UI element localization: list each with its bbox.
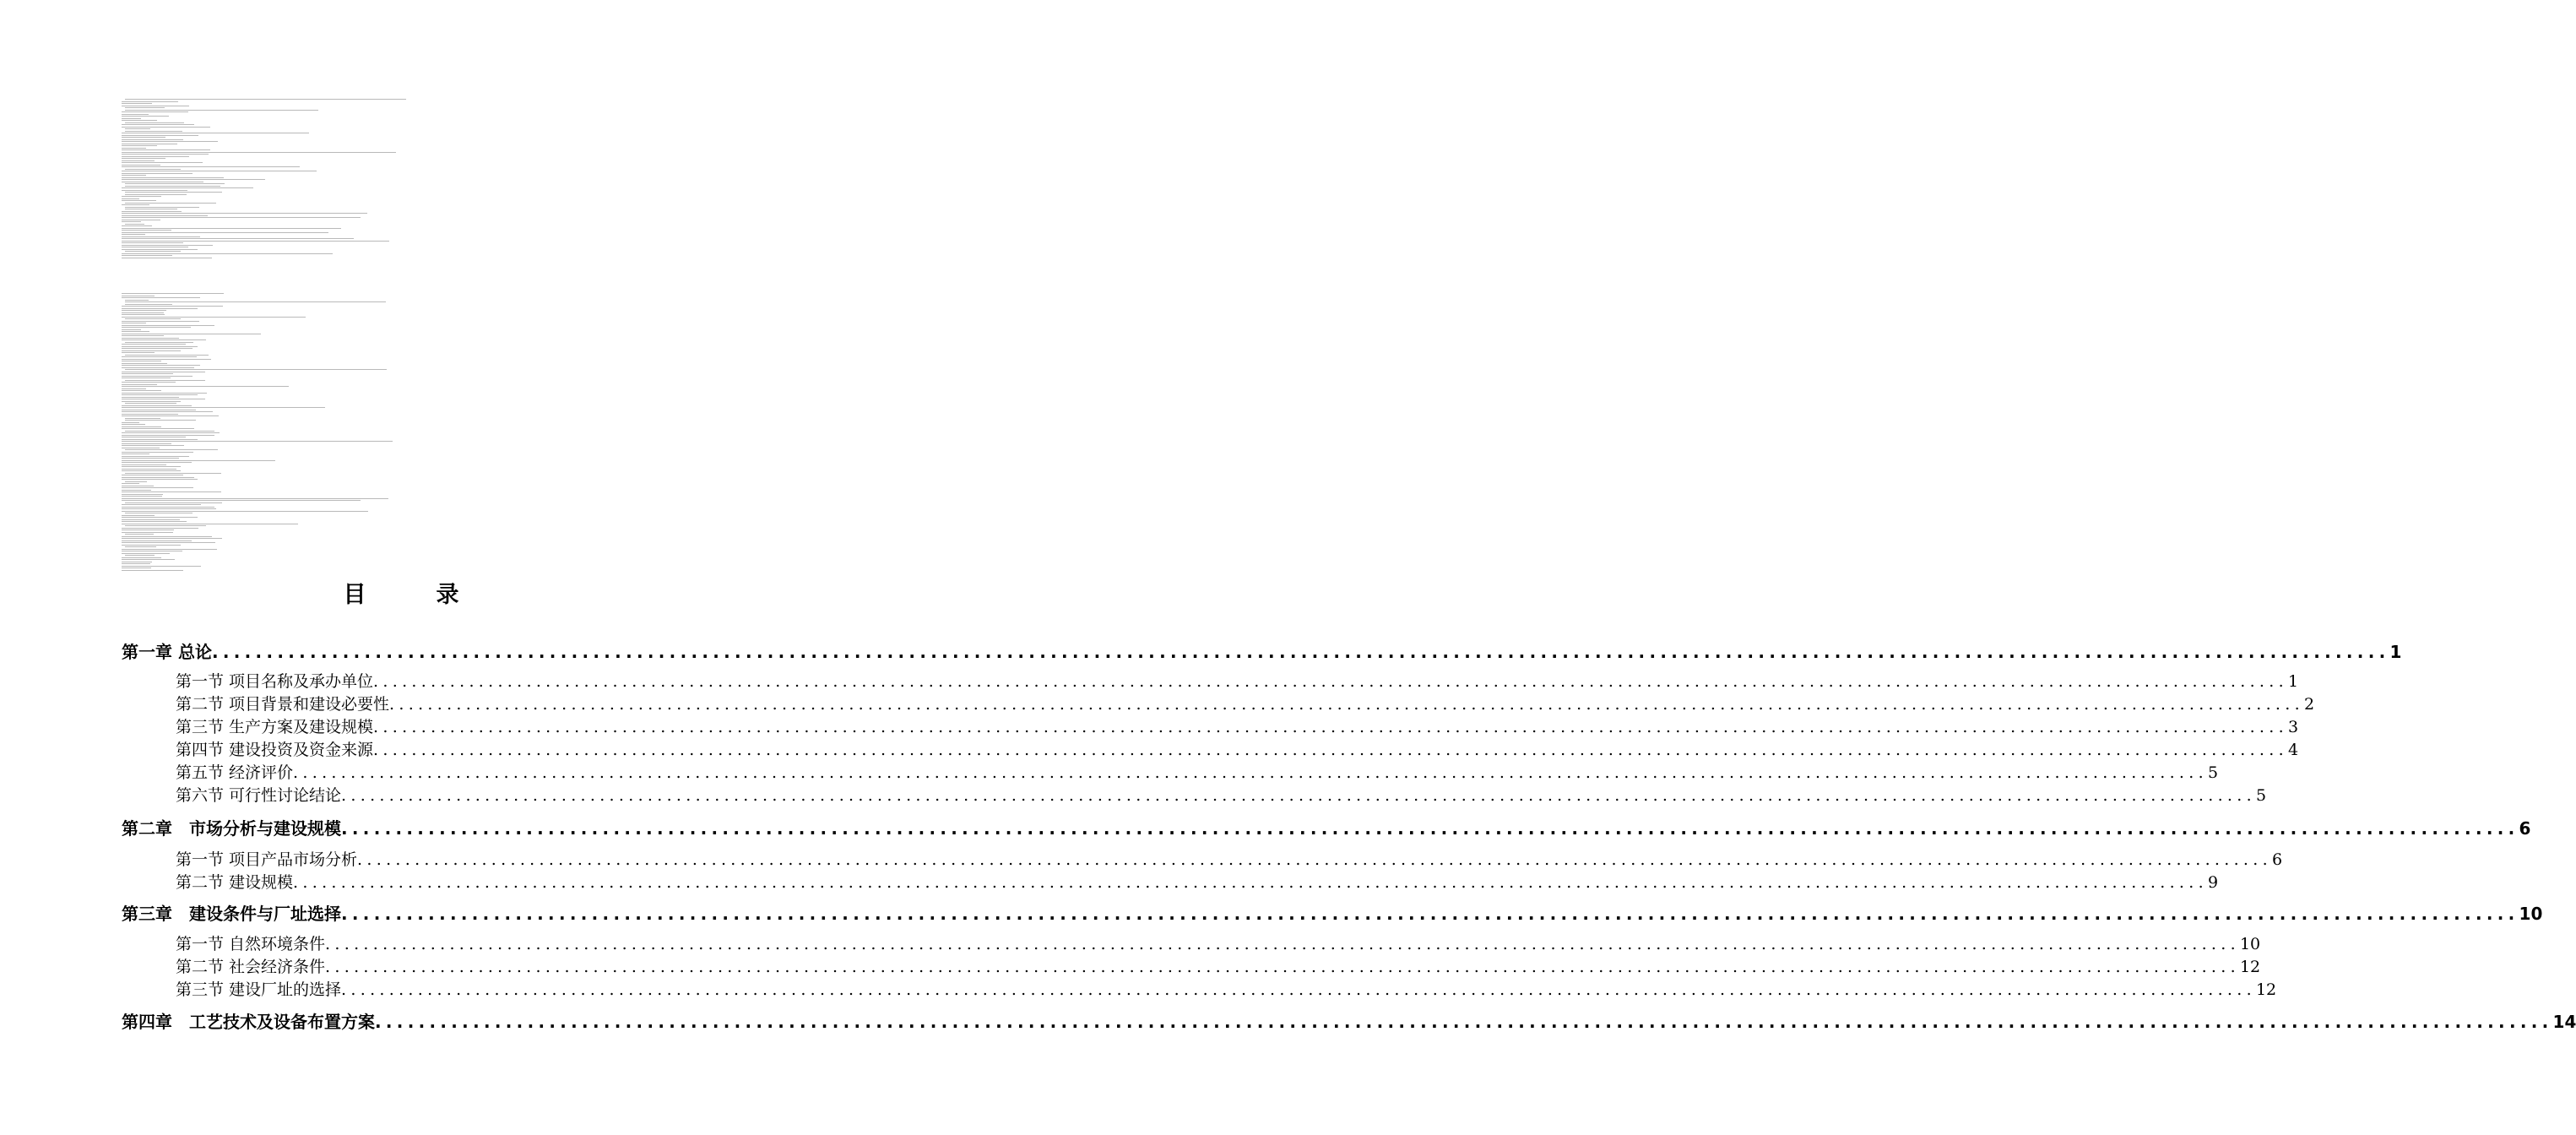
illegible-text-line bbox=[122, 118, 141, 119]
toc-page-number: 3 bbox=[2287, 718, 2299, 736]
illegible-text-line bbox=[122, 310, 166, 311]
illegible-text-line bbox=[122, 407, 325, 408]
illegible-text-line bbox=[122, 149, 210, 150]
toc-page-number: 5 bbox=[2207, 763, 2219, 782]
illegible-text-line bbox=[122, 148, 146, 149]
illegible-text-line bbox=[122, 388, 146, 389]
illegible-text-line bbox=[122, 469, 176, 470]
illegible-text-line bbox=[125, 473, 221, 474]
toc-leader-dots: ........................................................................................................................................................................................................ bbox=[375, 1012, 2553, 1032]
illegible-text-line bbox=[122, 236, 200, 237]
illegible-text-line bbox=[122, 401, 181, 402]
illegible-text-line bbox=[122, 487, 193, 488]
illegible-text-line bbox=[122, 462, 192, 463]
illegible-text-line bbox=[122, 314, 165, 315]
illegible-text-line bbox=[122, 439, 198, 440]
illegible-text-line bbox=[122, 414, 178, 415]
illegible-text-line bbox=[122, 507, 214, 508]
illegible-text-line bbox=[122, 373, 173, 374]
toc-entry-text: 第二节 建设规模 bbox=[176, 873, 294, 892]
toc-leader-dots: ........................................................................................................................................................................................................ bbox=[341, 786, 2256, 805]
illegible-text-line bbox=[125, 110, 318, 111]
illegible-text-line bbox=[125, 186, 220, 187]
illegible-text-line bbox=[122, 479, 198, 480]
illegible-text-line bbox=[122, 348, 193, 349]
illegible-text-line bbox=[122, 327, 191, 328]
toc-page-number: 9 bbox=[2207, 873, 2219, 892]
illegible-text-line bbox=[122, 103, 152, 104]
illegible-text-line bbox=[122, 241, 389, 242]
illegible-text-line bbox=[125, 342, 193, 343]
illegible-text-line bbox=[122, 139, 183, 140]
toc-entry-text: 第四节 建设投资及资金来源 bbox=[176, 741, 374, 759]
illegible-text-line bbox=[122, 393, 207, 394]
illegible-text-line bbox=[122, 325, 214, 326]
illegible-text-line bbox=[122, 491, 221, 492]
illegible-text-line bbox=[125, 380, 205, 381]
illegible-text-line bbox=[122, 215, 208, 216]
illegible-text-line bbox=[125, 300, 149, 301]
illegible-text-line bbox=[122, 511, 368, 512]
illegible-text-line bbox=[122, 245, 213, 246]
illegible-text-line bbox=[122, 221, 141, 222]
illegible-text-line bbox=[122, 363, 167, 364]
illegible-text-line bbox=[122, 570, 183, 571]
illegible-text-line bbox=[122, 145, 157, 146]
illegible-text-line bbox=[125, 107, 165, 108]
illegible-text-line bbox=[122, 443, 171, 444]
illegible-text-line bbox=[122, 559, 175, 560]
illegible-text-line bbox=[125, 224, 144, 225]
illegible-text-line bbox=[122, 515, 155, 516]
illegible-text-line bbox=[122, 114, 149, 115]
illegible-text-line bbox=[122, 519, 180, 520]
illegible-text-line bbox=[122, 422, 139, 423]
illegible-text-line bbox=[122, 297, 200, 298]
illegible-text-line bbox=[122, 306, 223, 307]
illegible-text-line bbox=[122, 538, 222, 539]
toc-page-number: 1 bbox=[2287, 672, 2299, 691]
toc-entry-text: 第三节 生产方案及建设规模 bbox=[176, 718, 374, 736]
illegible-text-line bbox=[122, 384, 157, 385]
illegible-text-line bbox=[125, 203, 216, 204]
illegible-text-line bbox=[125, 481, 147, 482]
illegible-text-line bbox=[122, 496, 162, 497]
illegible-text-line bbox=[122, 545, 181, 546]
illegible-text-line bbox=[122, 529, 174, 530]
illegible-text-line bbox=[122, 225, 152, 226]
illegible-text-line bbox=[122, 536, 212, 537]
toc-page-number: 6 bbox=[2271, 850, 2283, 869]
illegible-text-line bbox=[122, 458, 179, 459]
toc-entry-text: 第六节 可行性讨论结论 bbox=[176, 786, 342, 805]
illegible-text-line bbox=[122, 382, 176, 383]
illegible-text-line bbox=[122, 162, 203, 163]
toc-entry-section[interactable] bbox=[176, 783, 2267, 805]
illegible-text-line bbox=[125, 128, 150, 129]
illegible-text-line bbox=[122, 460, 275, 461]
toc-entry-text: 第一节 项目名称及承办单位 bbox=[176, 672, 374, 691]
illegible-text-line bbox=[122, 156, 189, 157]
illegible-text-line bbox=[125, 99, 406, 100]
toc-page-number: 12 bbox=[2255, 980, 2277, 999]
illegible-text-line bbox=[125, 304, 172, 305]
toc-entry-text: 第一章 总论 bbox=[122, 642, 212, 662]
toc-page-number: 1 bbox=[2389, 642, 2402, 662]
illegible-text-line bbox=[122, 213, 367, 214]
illegible-text-line bbox=[122, 456, 189, 457]
toc-entry-chapter-4[interactable] bbox=[122, 1008, 2576, 1034]
toc-entry-text: 第四章 工艺技术及设备布置方案 bbox=[122, 1012, 375, 1032]
illegible-text-line bbox=[122, 411, 213, 412]
toc-leader-dots: ........................................................................................................................................................................................................ bbox=[341, 904, 2519, 924]
toc-leader-dots: ........................................................................................................................................................................................................ bbox=[341, 818, 2519, 839]
toc-leader-dots: ........................................................................................................................................................................................................ bbox=[325, 935, 2240, 953]
toc-leader-dots: ........................................................................................................................................................................................................ bbox=[373, 672, 2288, 691]
illegible-text-line bbox=[122, 470, 181, 471]
illegible-text-line bbox=[122, 405, 192, 406]
illegible-text-line bbox=[125, 122, 184, 123]
illegible-text-line bbox=[122, 127, 210, 128]
illegible-text-line bbox=[122, 356, 197, 357]
illegible-text-line bbox=[122, 432, 220, 433]
illegible-text-line bbox=[122, 166, 300, 167]
toc-entry-section[interactable] bbox=[176, 669, 2299, 691]
illegible-text-line bbox=[122, 317, 306, 318]
illegible-text-line bbox=[122, 557, 161, 558]
toc-entry-chapter-1[interactable] bbox=[122, 638, 2402, 664]
illegible-text-line bbox=[122, 331, 149, 332]
toc-entry-text: 第一节 自然环境条件 bbox=[176, 935, 326, 953]
toc-entry-section[interactable] bbox=[176, 954, 2261, 976]
illegible-text-line bbox=[122, 204, 149, 205]
illegible-text-line bbox=[122, 441, 393, 442]
illegible-text-line bbox=[125, 355, 209, 356]
illegible-text-line bbox=[125, 369, 387, 370]
illegible-text-line bbox=[122, 238, 354, 239]
illegible-text-line bbox=[122, 177, 224, 178]
illegible-text-line bbox=[125, 534, 154, 535]
toc-page-number: 10 bbox=[2239, 935, 2261, 953]
illegible-text-line bbox=[122, 426, 161, 427]
illegible-text-line bbox=[122, 500, 361, 501]
illegible-text-line bbox=[122, 230, 171, 231]
illegible-text-line bbox=[125, 418, 160, 419]
illegible-text-line bbox=[122, 466, 181, 467]
illegible-text-line bbox=[122, 452, 193, 453]
toc-leader-dots: ........................................................................................................................................................................................................ bbox=[373, 718, 2288, 736]
toc-entry-text: 第二节 社会经济条件 bbox=[176, 958, 326, 976]
toc-entry-section[interactable] bbox=[176, 737, 2299, 759]
illegible-text-line bbox=[122, 228, 341, 229]
toc-page-number: 14 bbox=[2552, 1012, 2576, 1032]
illegible-text-line bbox=[122, 158, 165, 159]
illegible-text-line bbox=[125, 131, 182, 132]
illegible-text-line bbox=[122, 154, 209, 155]
toc-entry-chapter-3[interactable] bbox=[122, 900, 2543, 926]
toc-page-number: 6 bbox=[2519, 818, 2531, 839]
illegible-text-line bbox=[122, 540, 192, 541]
illegible-text-line bbox=[122, 453, 149, 454]
illegible-text-line bbox=[122, 179, 265, 180]
illegible-text-line bbox=[122, 135, 198, 136]
toc-leader-dots: ........................................................................................................................................................................................................ bbox=[293, 873, 2208, 892]
illegible-text-line bbox=[125, 525, 206, 526]
illegible-text-line bbox=[122, 339, 206, 340]
illegible-text-line bbox=[122, 521, 187, 522]
illegible-text-line bbox=[122, 124, 194, 125]
toc-entry-text: 第三节 建设厂址的选择 bbox=[176, 980, 342, 999]
illegible-text-line bbox=[122, 542, 215, 543]
toc-leader-dots: ........................................................................................................................................................................................................ bbox=[325, 958, 2240, 976]
illegible-text-line bbox=[122, 190, 187, 191]
toc-entry-section[interactable] bbox=[176, 760, 2219, 782]
illegible-text-line bbox=[122, 187, 253, 188]
illegible-text-line bbox=[122, 217, 361, 218]
illegible-text-line bbox=[122, 346, 198, 347]
illegible-text-line bbox=[125, 420, 196, 421]
illegible-text-line bbox=[125, 318, 181, 319]
illegible-text-line bbox=[122, 352, 155, 353]
illegible-text-line bbox=[122, 234, 145, 235]
illegible-text-line bbox=[125, 194, 187, 195]
illegible-text-line bbox=[122, 200, 156, 201]
illegible-text-line bbox=[122, 312, 164, 313]
illegible-text-line bbox=[122, 101, 178, 102]
toc-leader-dots: ........................................................................................................................................................................................................ bbox=[373, 741, 2288, 759]
illegible-text-line bbox=[122, 415, 219, 416]
illegible-text-line bbox=[122, 198, 139, 199]
illegible-text-line bbox=[122, 365, 200, 366]
illegible-text-line bbox=[122, 141, 218, 142]
illegible-text-line bbox=[125, 169, 181, 170]
illegible-text-line bbox=[122, 435, 214, 436]
toc-entry-text: 第三章 建设条件与厂址选择 bbox=[122, 904, 341, 924]
toc-leader-dots: ........................................................................................................................................................................................................ bbox=[211, 642, 2390, 662]
illegible-text-line bbox=[122, 528, 198, 529]
illegible-text-line bbox=[122, 477, 194, 478]
toc-entry-section[interactable] bbox=[176, 692, 2315, 714]
illegible-text-line bbox=[122, 253, 333, 254]
illegible-text-line bbox=[122, 255, 172, 256]
illegible-text-line bbox=[122, 152, 396, 153]
illegible-text-line bbox=[122, 321, 199, 322]
illegible-text-line bbox=[122, 563, 150, 564]
illegible-text-line bbox=[125, 502, 222, 503]
illegible-text-line bbox=[122, 120, 157, 121]
illegible-text-line bbox=[122, 160, 155, 161]
toc-leader-dots: ........................................................................................................................................................................................................ bbox=[389, 695, 2304, 714]
illegible-text-line bbox=[122, 397, 179, 398]
illegible-text-line bbox=[125, 183, 225, 184]
illegible-text-line bbox=[122, 329, 141, 330]
illegible-text-line bbox=[122, 377, 171, 378]
toc-page-number: 10 bbox=[2519, 904, 2543, 924]
toc-leader-dots: ........................................................................................................................................................................................................ bbox=[293, 763, 2208, 782]
toc-entry-chapter-2[interactable] bbox=[122, 815, 2531, 840]
illegible-text-line bbox=[125, 192, 222, 193]
toc-entry-text: 第二节 项目背景和建设必要性 bbox=[176, 695, 390, 714]
toc-entry-text: 第五节 经济评价 bbox=[176, 763, 294, 782]
toc-entry-text: 第一节 项目产品市场分析 bbox=[176, 850, 358, 869]
illegible-text-line bbox=[122, 566, 201, 567]
illegible-text-line bbox=[122, 173, 193, 174]
illegible-text-line bbox=[122, 549, 217, 550]
illegible-text-line bbox=[122, 242, 183, 243]
illegible-text-line bbox=[122, 517, 198, 518]
illegible-text-line bbox=[125, 431, 214, 432]
illegible-text-line bbox=[122, 504, 201, 505]
toc-entry-section[interactable] bbox=[176, 977, 2277, 999]
illegible-text-line bbox=[122, 137, 165, 138]
toc-entry-section[interactable] bbox=[176, 870, 2219, 892]
illegible-text-line bbox=[122, 445, 184, 446]
illegible-text-line bbox=[122, 376, 193, 377]
illegible-text-line bbox=[122, 508, 216, 509]
illegible-text-line bbox=[122, 490, 151, 491]
toc-entry-text: 第二章 市场分析与建设规模 bbox=[122, 818, 341, 839]
illegible-text-line bbox=[125, 207, 199, 208]
illegible-text-line bbox=[122, 335, 164, 336]
illegible-text-line bbox=[122, 249, 198, 250]
illegible-text-line bbox=[122, 394, 198, 395]
illegible-text-line bbox=[122, 308, 198, 309]
illegible-text-line bbox=[125, 301, 386, 302]
illegible-text-line bbox=[122, 232, 328, 233]
toc-page-number: 12 bbox=[2239, 958, 2261, 976]
toc-title: 目 录 bbox=[343, 582, 483, 608]
illegible-text-line bbox=[122, 196, 161, 197]
toc-entry-section[interactable] bbox=[176, 931, 2261, 953]
illegible-text-line bbox=[122, 532, 173, 533]
illegible-text-line bbox=[122, 359, 211, 360]
illegible-text-line bbox=[122, 165, 160, 166]
toc-entry-section[interactable] bbox=[176, 847, 2283, 869]
illegible-text-line bbox=[122, 390, 161, 391]
illegible-text-line bbox=[122, 350, 181, 351]
illegible-text-line bbox=[125, 555, 155, 556]
toc-entry-section[interactable] bbox=[176, 714, 2299, 736]
toc-leader-dots: ........................................................................................................................................................................................................ bbox=[357, 850, 2272, 869]
toc-leader-dots: ........................................................................................................................................................................................................ bbox=[341, 980, 2256, 999]
illegible-text-line bbox=[122, 464, 166, 465]
illegible-text-line bbox=[122, 553, 170, 554]
illegible-text-line bbox=[122, 111, 188, 112]
illegible-text-line bbox=[122, 344, 186, 345]
illegible-text-line bbox=[122, 424, 145, 425]
illegible-text-line bbox=[122, 293, 224, 294]
toc-page-number: 5 bbox=[2255, 786, 2267, 805]
illegible-text-line bbox=[122, 211, 182, 212]
illegible-text-line bbox=[122, 175, 146, 176]
illegible-text-line bbox=[125, 403, 176, 404]
illegible-text-line bbox=[122, 367, 194, 368]
illegible-text-line bbox=[125, 546, 156, 547]
illegible-text-line bbox=[122, 494, 163, 495]
illegible-text-line bbox=[125, 449, 218, 450]
illegible-text-line bbox=[122, 338, 179, 339]
toc-page-number: 2 bbox=[2303, 695, 2315, 714]
illegible-text-line bbox=[122, 498, 388, 499]
illegible-text-line bbox=[122, 428, 194, 429]
illegible-text-line bbox=[122, 386, 289, 387]
illegible-text-line bbox=[122, 483, 139, 484]
toc-page-number: 4 bbox=[2287, 741, 2299, 759]
illegible-text-line bbox=[125, 251, 181, 252]
illegible-text-line bbox=[122, 116, 169, 117]
